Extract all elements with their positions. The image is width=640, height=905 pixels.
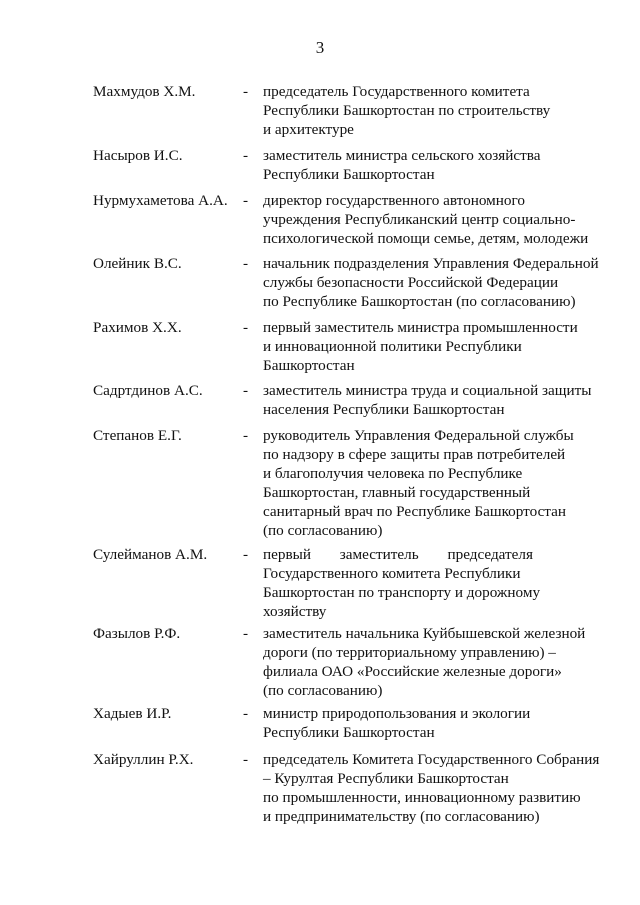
person-role	[263, 750, 603, 826]
dash-separator: -	[243, 427, 249, 444]
role-line: по Республике Башкортостан (по согласованию)	[263, 293, 576, 310]
person-role	[263, 624, 603, 700]
role-line: Республики Башкортостан	[263, 166, 435, 183]
dash-separator: -	[243, 319, 249, 336]
role-line: председатель Комитета Государственного Собрания	[263, 751, 600, 768]
role-line: директор государственного автономного	[263, 192, 525, 209]
role-line: первый заместитель министра промышленности	[263, 319, 578, 336]
person-name: Хадыев И.Р.	[93, 705, 172, 722]
role-line: руководитель Управления Федеральной службы	[263, 427, 574, 444]
role-line: службы безопасности Российской Федерации	[263, 274, 559, 291]
person-name: Степанов Е.Г.	[93, 427, 182, 444]
role-line: и архитектуре	[263, 121, 354, 138]
role-line: (по согласованию)	[263, 682, 383, 699]
person-role	[263, 545, 603, 621]
role-line: Башкортостан	[263, 357, 355, 374]
role-word: заместитель	[339, 546, 419, 563]
role-line	[263, 545, 533, 564]
person-name: Фазылов Р.Ф.	[93, 625, 181, 642]
dash-separator: -	[243, 255, 249, 272]
role-line: заместитель министра труда и социальной защиты	[263, 382, 592, 399]
dash-separator: -	[243, 382, 249, 399]
person-role	[263, 381, 603, 419]
person-name: Рахимов Х.Х.	[93, 319, 182, 336]
person-name: Махмудов Х.М.	[93, 83, 196, 100]
role-line: заместитель начальника Куйбышевской железной	[263, 625, 586, 642]
role-line: Башкортостан, главный государственный	[263, 484, 531, 501]
role-line: Башкортостан по транспорту и дорожному	[263, 584, 541, 601]
role-line: учреждения Республиканский центр социально-	[263, 211, 576, 228]
role-word: первый	[263, 546, 311, 563]
role-line: и предпринимательству (по согласованию)	[263, 808, 540, 825]
role-line: психологической помощи семье, детям, молодежи	[263, 230, 589, 247]
role-line: заместитель министра сельского хозяйства	[263, 147, 541, 164]
role-line: по промышленности, инновационному развитию	[263, 789, 581, 806]
dash-separator: -	[243, 546, 249, 563]
person-role	[263, 426, 603, 540]
dash-separator: -	[243, 192, 249, 209]
dash-separator: -	[243, 625, 249, 642]
person-role	[263, 704, 603, 742]
role-line: и благополучия человека по Республике	[263, 465, 523, 482]
role-line: и инновационной политики Республики	[263, 338, 522, 355]
person-name: Сулейманов А.М.	[93, 546, 208, 563]
dash-separator: -	[243, 705, 249, 722]
person-role	[263, 146, 603, 184]
person-role	[263, 82, 603, 139]
role-line: Республики Башкортостан	[263, 724, 435, 741]
dash-separator: -	[243, 751, 249, 768]
person-role	[263, 191, 603, 248]
person-name: Олейник В.С.	[93, 255, 182, 272]
role-line: по надзору в сфере защиты прав потребителей	[263, 446, 566, 463]
role-line: населения Республики Башкортостан	[263, 401, 505, 418]
person-name: Хайруллин Р.Х.	[93, 751, 194, 768]
person-role	[263, 254, 603, 311]
person-name: Нурмухаметова А.А.	[93, 192, 228, 209]
dash-separator: -	[243, 83, 249, 100]
person-name: Насыров И.С.	[93, 147, 183, 164]
dash-separator: -	[243, 147, 249, 164]
role-line: – Курултая Республики Башкортостан	[263, 770, 509, 787]
role-line: (по согласованию)	[263, 522, 383, 539]
role-line: председатель Государственного комитета	[263, 83, 530, 100]
person-role	[263, 318, 603, 375]
role-line: дороги (по территориальному управлению) –	[263, 644, 556, 661]
page-number: 3	[315, 38, 325, 57]
role-line: санитарный врач по Республике Башкортостан	[263, 503, 566, 520]
role-line: филиала ОАО «Российские железные дороги»	[263, 663, 562, 680]
role-line: начальник подразделения Управления Федеральной	[263, 255, 599, 272]
role-line: Государственного комитета Республики	[263, 565, 521, 582]
person-name: Садртдинов А.С.	[93, 382, 203, 399]
role-line: Республики Башкортостан по строительству	[263, 102, 551, 119]
role-line: хозяйству	[263, 603, 327, 620]
role-line: министр природопользования и экологии	[263, 705, 531, 722]
role-word: председателя	[447, 546, 533, 563]
